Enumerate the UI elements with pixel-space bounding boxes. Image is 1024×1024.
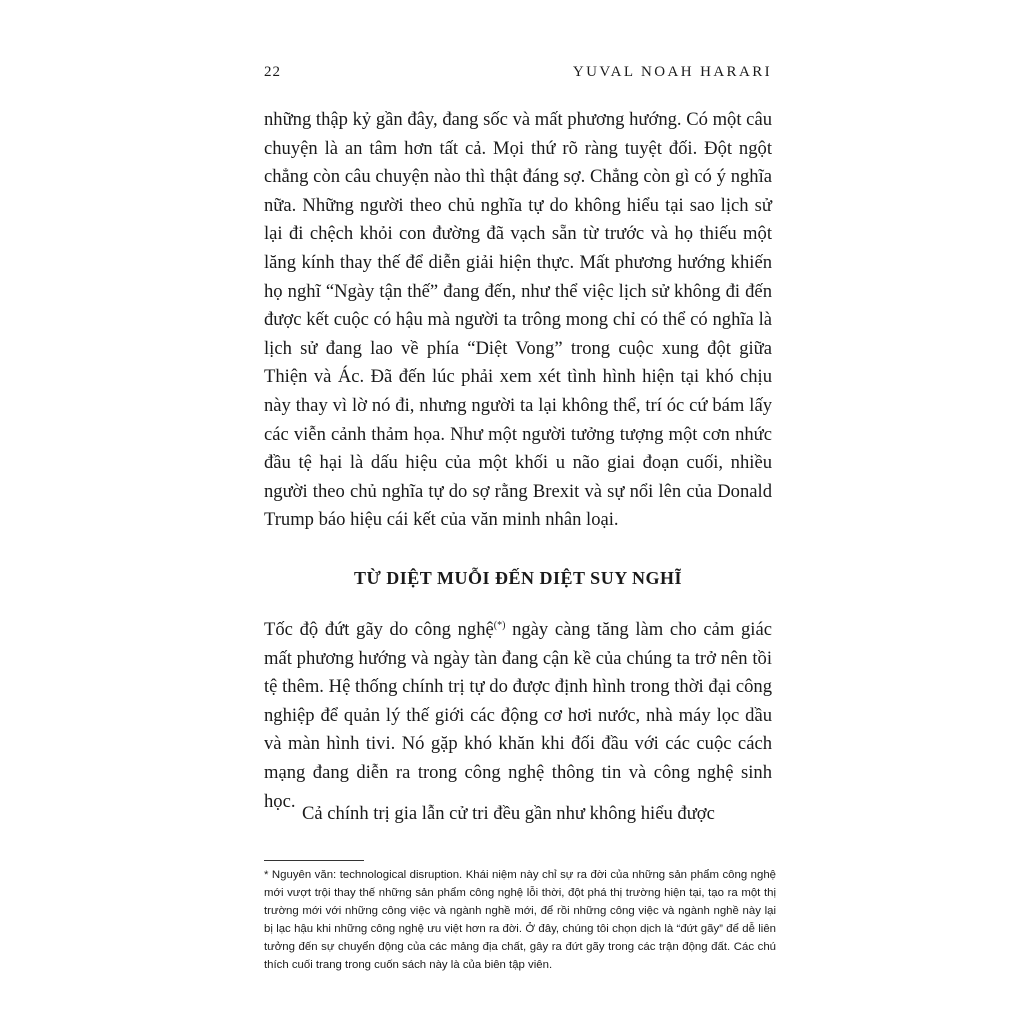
page-header — [264, 64, 772, 88]
paragraph-2-rest: ngày càng tăng làm cho cảm giác mất phương hướng và ngày tàn đang cận kề của chúng ta trở nên tồi tệ thêm. Hệ thống chính trị tự do được định hình trong thời đại công nghiệp để quản lý thế giới các động cơ hơi nước, nhà máy lọc dầu và màn hình tivi. Nó gặp khó khăn khi đối đầu với các cuộc cách mạng đang diễn ra trong công nghệ thông tin và công nghệ sinh học. — [264, 619, 772, 812]
page-number: 22 — [264, 64, 281, 80]
section-heading: TỪ DIỆT MUỖI ĐẾN DIỆT SUY NGHĨ — [353, 568, 683, 588]
footnote-text: * Nguyên văn: technological disruption. Khái niệm này chỉ sự ra đời của những sản phẩm công nghệ mới vượt trội thay thế những sản phẩm công nghệ lỗi thời, đột phá thị trường hiện tại, tạo ra một thị trường mới với những công việc và ngành nghề mới, để rồi những công việc và ngành nghề này lại bị lạc hậu khi những công nghệ ưu việt hơn ra đời. Ở đây, chúng tôi chọn dịch là “đứt gãy” để dễ liên tưởng đến sự chuyển động của các mảng địa chất, gây ra đứt gãy trong các trận động đất. Các chú thích cuối trang trong cuốn sách này là của biên tập viên. — [264, 869, 776, 971]
running-head-author: YUVAL NOAH HARARI — [572, 64, 772, 80]
footnote-divider — [264, 860, 364, 861]
footnote-marker: (*) — [493, 620, 506, 631]
body-paragraph-1: những thập kỷ gần đây, đang sốc và mất phương hướng. Có một câu chuyện là an tâm hơn tất cả. Mọi thứ rõ ràng tuyệt đối. Đột ngột chẳng còn câu chuyện nào thì thật đáng sợ. Chẳng còn gì có ý nghĩa nữa. Những người theo chủ nghĩa tự do không hiểu tại sao lịch sử lại đi chệch khỏi con đường đã vạch sẵn từ trước và họ thiếu một lăng kính thay thế để diễn giải hiện thực. Mất phương hướng khiến họ nghĩ “Ngày tận thế” đang đến, như thể việc lịch sử không đi đến được kết cuộc có hậu mà người ta trông mong chỉ có thể có nghĩa là lịch sử đang lao về phía “Diệt Vong” trong cuộc xung đột giữa Thiện và Ác. Đã đến lúc phải xem xét tình hình hiện tại khó chịu này thay vì lờ nó đi, nhưng người ta lại không thể, trí óc cứ bám lấy các viễn cảnh thảm họa. Như một người tưởng tượng một cơn nhức đầu tệ hại là dấu hiệu của một khối u não giai đoạn cuối, nhiều người theo chủ nghĩa tự do sợ rằng Brexit và sự nổi lên của Donald Trump báo hiệu cái kết của văn minh nhân loại. — [264, 109, 772, 531]
body-paragraph-2 — [264, 616, 772, 816]
body-paragraph-3: Cả chính trị gia lẫn cử tri đều gần như không hiểu được — [302, 803, 715, 824]
paragraph-2-start: Tốc độ đứt gãy do công nghệ — [264, 619, 494, 640]
